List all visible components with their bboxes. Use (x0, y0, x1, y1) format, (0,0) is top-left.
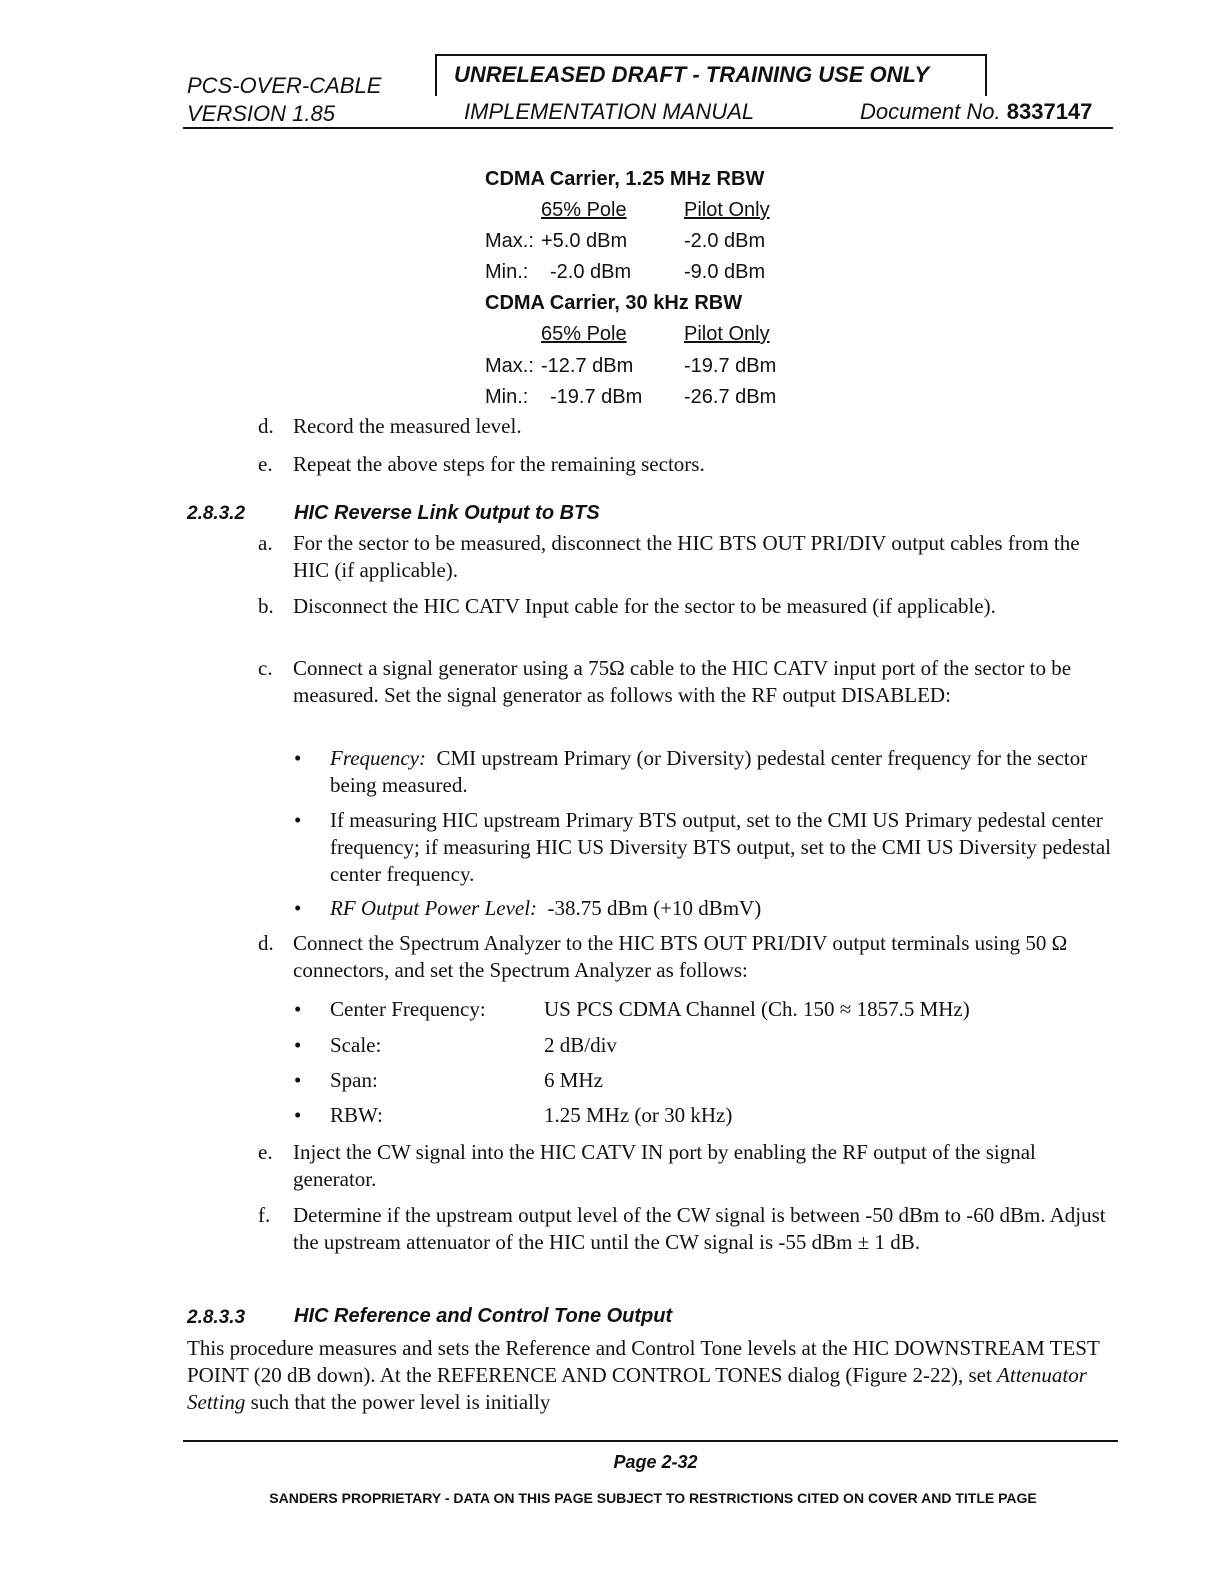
spec-min-label: Min.: (485, 386, 529, 408)
list-item-label: d. (258, 931, 274, 955)
setting-value: 6 MHz (544, 1068, 603, 1092)
list-item-text: Disconnect the HIC CATV Input cable for the sector to be measured (if applicable). (293, 594, 996, 618)
list-item-text: Repeat the above steps for the remaining sectors. (293, 452, 705, 476)
setting-name: Span: (330, 1068, 378, 1092)
bullet-term: Frequency: (330, 746, 426, 770)
spec-col-pole: 65% Pole (541, 199, 627, 221)
spec-max-pole: -12.7 dBm (541, 355, 634, 377)
spec-min-pole: -19.7 dBm (550, 386, 643, 408)
spec-max-pilot: -19.7 dBm (684, 355, 777, 377)
section-number: 2.8.3.2 (187, 503, 246, 524)
footer-rule (183, 1440, 1118, 1442)
spec-max-label: Max.: (485, 230, 534, 252)
setting-value: US PCS CDMA Channel (Ch. 150 ≈ 1857.5 MHz) (544, 997, 970, 1021)
draft-banner: UNRELEASED DRAFT - TRAINING USE ONLY (454, 62, 930, 87)
bullet-text: If measuring HIC upstream Primary BTS output, set to the CMI US Primary pedestal center frequency; if measuring HIC US Diversity BTS output, set to the CMI US Diversity pedestal center frequency. (330, 808, 1111, 886)
setting-value: 1.25 MHz (or 30 kHz) (544, 1103, 733, 1127)
section-title: HIC Reverse Link Output to BTS (294, 502, 600, 524)
bullet-term: RF Output Power Level: (330, 896, 538, 920)
page-number: Page 2-32 (613, 1452, 698, 1472)
list-item-text: Connect a signal generator using a 75Ω cable to the HIC CATV input port of the sector to be measured. Set the signal generator as follows with the RF output DISABLED: (293, 656, 1072, 707)
list-item-label: c. (258, 656, 273, 680)
header-product-name: PCS-OVER-CABLE (187, 73, 382, 98)
list-item-text: Determine if the upstream output level of the CW signal is between -50 dBm to -60 dBm. Adjust the upstream attenuator of the HIC until the CW signal is -55 dBm ± 1 dB. (293, 1203, 1106, 1254)
spec-table-title: CDMA Carrier, 1.25 MHz RBW (485, 168, 765, 190)
bullet-icon: • (294, 896, 302, 920)
spec-min-pole: -2.0 dBm (550, 261, 632, 283)
bullet-icon: • (294, 808, 302, 832)
list-item-text: For the sector to be measured, disconnect the HIC BTS OUT PRI/DIV output cables from the HIC (if applicable). (293, 531, 1080, 582)
spec-col-pilot: Pilot Only (684, 323, 770, 345)
manual-title: IMPLEMENTATION MANUAL (464, 99, 755, 124)
document-number (860, 99, 1092, 125)
spec-min-pilot: -26.7 dBm (684, 386, 777, 408)
list-item-label: a. (258, 531, 273, 555)
spec-max-pole: +5.0 dBm (541, 230, 628, 252)
list-item-text: Connect the Spectrum Analyzer to the HIC BTS OUT PRI/DIV output terminals using 50 Ω connectors, and set the Spectrum Analyzer as follows: (293, 931, 1068, 982)
list-item-text: Record the measured level. (293, 414, 522, 438)
bullet-icon: • (294, 997, 302, 1021)
setting-name: Center Frequency: (330, 997, 486, 1021)
spec-col-pilot: Pilot Only (684, 199, 770, 221)
spec-min-pilot: -9.0 dBm (684, 261, 766, 283)
spec-min-label: Min.: (485, 261, 529, 283)
list-item-text: Inject the CW signal into the HIC CATV IN port by enabling the RF output of the signal generator. (293, 1140, 1036, 1191)
proprietary-notice: SANDERS PROPRIETARY - DATA ON THIS PAGE SUBJECT TO RESTRICTIONS CITED ON COVER AND TITLE PAGE (269, 1490, 1037, 1506)
setting-name: RBW: (330, 1103, 383, 1127)
header-rule (183, 127, 1113, 129)
bullet-icon: • (294, 1103, 302, 1127)
bullet-text: CMI upstream Primary (or Diversity) pedestal center frequency for the sector being measured. (330, 746, 1088, 797)
section-number: 2.8.3.3 (187, 1307, 246, 1328)
bullet-icon: • (294, 1068, 302, 1092)
list-item-label: b. (258, 594, 274, 618)
bullet-text: -38.75 dBm (+10 dBmV) (547, 896, 762, 920)
section-paragraph: This procedure measures and sets the Reference and Control Tone levels at the HIC DOWNSTREAM TEST POINT (20 dB down). At the REFERENCE AND CONTROL TONES dialog (Figure 2-22), set Attenuator Setting such that the power level is initially (187, 1336, 1100, 1414)
section-title: HIC Reference and Control Tone Output (294, 1305, 673, 1327)
document-number-label: Document No. (860, 99, 1001, 124)
document-number-value: 8337147 (1006, 99, 1093, 124)
spec-table-title: CDMA Carrier, 30 kHz RBW (485, 292, 743, 314)
bullet-icon: • (294, 1033, 302, 1057)
spec-max-pilot: -2.0 dBm (684, 230, 766, 252)
bullet-icon: • (294, 746, 302, 770)
list-item-label: e. (258, 452, 273, 476)
setting-name: Scale: (330, 1033, 382, 1057)
list-item-label: f. (258, 1203, 271, 1227)
header-version: VERSION 1.85 (187, 101, 335, 126)
setting-value: 2 dB/div (544, 1033, 617, 1057)
spec-col-pole: 65% Pole (541, 323, 627, 345)
spec-max-label: Max.: (485, 355, 534, 377)
list-item-label: e. (258, 1140, 273, 1164)
list-item-label: d. (258, 414, 274, 438)
